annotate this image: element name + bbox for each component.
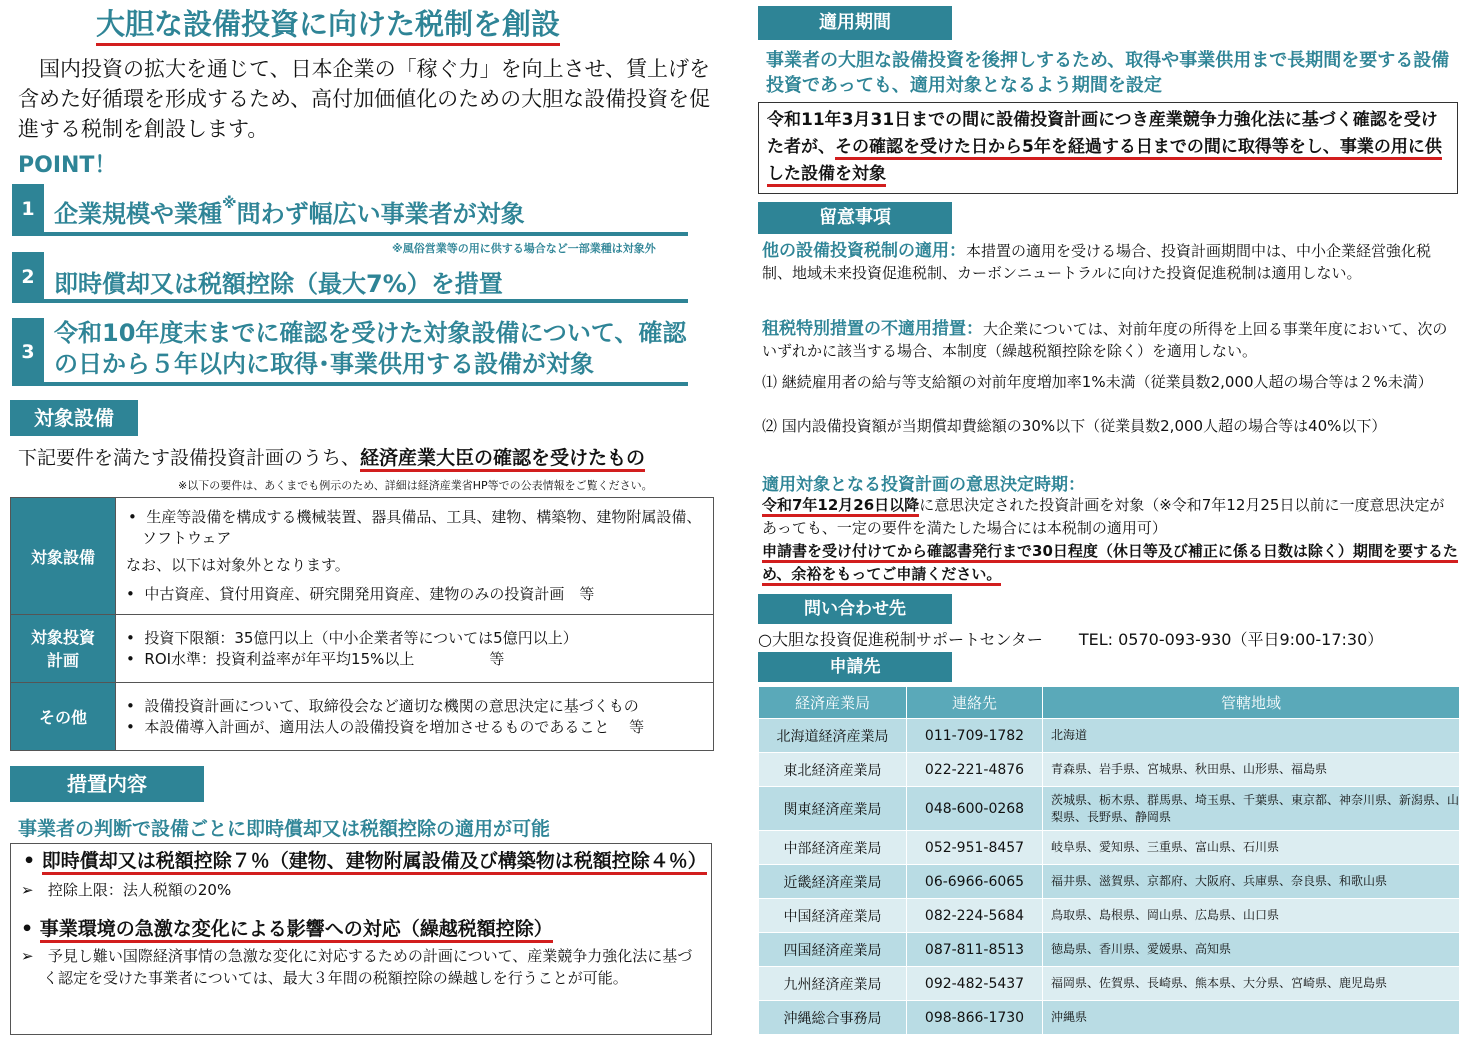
period-box-a: 令和11年3月31日までの間に設備投資計画につき産業競争力強化法に基づく確認を受けた者が、 (767, 110, 1438, 157)
notes-p2-item-2-mark: ⑵ (762, 417, 778, 435)
notes-p3-head: 適用対象となる投資計画の意思決定時期： (762, 475, 1085, 495)
page-title: 大胆な設備投資に向けた税制を創設 (96, 6, 560, 46)
bureau-cell: 東北経済産業局 (759, 753, 907, 787)
equipment-row-head-a: 対象投資 (30, 627, 95, 647)
point-text-2: 即時償却又は税額控除（最大7%）を措置 (54, 270, 503, 298)
notes-p3-bold2: 申請書を受け付けてから確認書発行まで30日程度（休日等及び補正に係る日数は除く）期間を要するため、余裕をもってご申請ください。 (762, 542, 1458, 586)
region-cell: 青森県、岩手県、宮城県、秋田県、山形県、福島県 (1043, 753, 1460, 787)
measure-item-2-title: 事業環境の急激な変化による影響への対応（繰越税額控除） (40, 918, 553, 943)
measure-item-1: • 即時償却又は税額控除７％（建物、建物附属設備及び構築物は税額控除４％） (21, 848, 701, 875)
measure-item-1-sub: ➢ 控除上限：法人税額の20% (21, 881, 232, 899)
equipment-row-body (116, 683, 714, 751)
notes-p2-item-1-text: 継続雇用者の給与等支給額の対前年度増加率1%未満（従業員数2,000人超の場合等は２%未満） (781, 373, 1433, 391)
table-row (759, 865, 1460, 899)
point-number-1: 1 (12, 184, 44, 234)
phone-cell: 092-482-5437 (907, 967, 1043, 1001)
bureau-cell: 沖縄総合事務局 (759, 1001, 907, 1035)
contact-tel: TEL: 0570-093-930（平日9:00-17:30） (1078, 630, 1384, 649)
point-label: POINT！ (18, 153, 117, 178)
table-row (11, 615, 714, 683)
point-text-3: 令和10年度末までに確認を受けた対象設備について、確認の日から５年以内に取得･事業供用する設備が対象 (54, 319, 687, 378)
period-lead: 事業者の大胆な設備投資を後押しするため、取得や事業供用まで長期間を要する設備投資であっても、適用対象となるよう期間を設定 (766, 50, 1450, 96)
bureau-cell: 中部経済産業局 (759, 831, 907, 865)
column-header-region: 管轄地域 (1043, 687, 1460, 719)
contact-name: ○大胆な投資促進税制サポートセンター (758, 630, 1043, 649)
column-header-phone: 連絡先 (907, 687, 1043, 719)
equipment-item: 生産等設備を構成する機械装置、器具備品、工具、建物、構築物、建物附属設備、ソフトウェア (142, 508, 702, 547)
phone-cell: 098-866-1730 (907, 1001, 1043, 1035)
column-header-bureau: 経済産業局 (759, 687, 907, 719)
contact-line (758, 627, 1468, 650)
table-row (759, 899, 1460, 933)
notes-p1 (762, 240, 1458, 284)
equipment-row-head: 対象設備 (11, 498, 116, 615)
point-underline-3 (12, 382, 688, 386)
apply-heading: 申請先 (758, 652, 952, 682)
table-row (759, 1001, 1460, 1035)
phone-cell: 048-600-0268 (907, 787, 1043, 831)
equipment-item: 設備投資計画について、取締役会など適切な機関の意思決定に基づくもの (144, 696, 639, 715)
measure-item-2-sub: ➢ 予見し難い国際経済事情の急激な変化に対応するための計画について、産業競争力強化法に基づく認定を受けた事業者については、最大３年間の税額控除の繰越しを行うことが可能。 (21, 947, 693, 987)
apply-table (758, 686, 1460, 1035)
equipment-row-head (11, 615, 116, 683)
region-cell: 北海道 (1043, 719, 1460, 753)
measure-item-1-title: 即時償却又は税額控除７％（建物、建物附属設備及び構築物は税額控除４％） (42, 850, 707, 875)
point-1-mark: ※ (222, 194, 237, 212)
measures-subheading: 事業者の判断で設備ごとに即時償却又は税額控除の適用が可能 (18, 818, 551, 840)
notes-p3-bold: 令和7年12月26日以降 (762, 496, 919, 517)
equipment-table (10, 497, 714, 751)
phone-cell: 06-6966-6065 (907, 865, 1043, 899)
equipment-row-head-b: 計画 (46, 650, 79, 670)
equipment-lead-a: 下記要件を満たす設備投資計画のうち、 (18, 447, 361, 469)
phone-cell: 082-224-5684 (907, 899, 1043, 933)
point-footnote: ※風俗営業等の用に供する場合など一部業種は対象外 (392, 242, 656, 255)
bureau-cell: 九州経済産業局 (759, 967, 907, 1001)
bureau-cell: 中国経済産業局 (759, 899, 907, 933)
intro-text: 国内投資の拡大を通じて、日本企業の「稼ぐ力」を向上させ、賃上げを含めた好循環を形成するため、高付加価値化のための大胆な設備投資を促進する税制を創設します。 (18, 57, 711, 141)
measures-box (10, 843, 712, 1035)
measure-item-1-sub-text: 控除上限：法人税額の20% (47, 881, 232, 899)
notes-p3 (762, 494, 1458, 586)
measure-item-2-sub-text: 予見し難い国際経済事情の急激な変化に対応するための計画について、産業競争力強化法に基づく認定を受けた事業者については、最大３年間の税額控除の繰越しを行うことが可能。 (43, 947, 693, 987)
point-number-2: 2 (12, 252, 44, 302)
equipment-note: ※以下の要件は、あくまでも例示のため、詳細は経済産業省HP等での公表情報をご覧ください。 (178, 479, 653, 492)
equipment-exclusion-note: なお、以下は対象外となります。 (126, 556, 350, 574)
equipment-lead-b: 経済産業大臣の確認を受けたもの (360, 447, 645, 472)
bureau-cell: 関東経済産業局 (759, 787, 907, 831)
contact-heading: 問い合わせ先 (758, 594, 952, 624)
region-cell: 鳥取県、島根県、岡山県、広島県、山口県 (1043, 899, 1460, 933)
equipment-heading: 対象設備 (10, 400, 138, 436)
region-cell: 福岡県、佐賀県、長崎県、熊本県、大分県、宮崎県、鹿児島県 (1043, 967, 1460, 1001)
list-item: • ROI水準：投資利益率が年平均15%以上 等 (126, 649, 505, 668)
table-row (759, 787, 1460, 831)
table-header-row (759, 687, 1460, 719)
equipment-item: ROI水準：投資利益率が年平均15%以上 等 (144, 649, 505, 668)
region-cell: 岐阜県、愛知県、三重県、富山県、石川県 (1043, 831, 1460, 865)
notes-p2-item-1-mark: ⑴ (762, 373, 778, 391)
region-cell: 徳島県、香川県、愛媛県、高知県 (1043, 933, 1460, 967)
equipment-lead (18, 443, 645, 470)
phone-cell: 087-811-8513 (907, 933, 1043, 967)
notes-p2-item-1 (762, 372, 1462, 393)
phone-cell: 022-221-4876 (907, 753, 1043, 787)
period-box-b: その確認を受けた日から5年を経過する日までの間に取得等をし、事業の用に供した設備を対象 (767, 137, 1442, 187)
point-text-1 (54, 194, 525, 229)
notes-p2-head: 租税特別措置の不適用措置： (762, 319, 983, 339)
list-item: • 本設備導入計画が、適用法人の設備投資を増加させるものであること 等 (126, 717, 645, 736)
phone-cell: 052-951-8457 (907, 831, 1043, 865)
measure-item-2: • 事業環境の急激な変化による影響への対応（繰越税額控除） (21, 914, 701, 941)
list-item: • 設備投資計画について、取締役会など適切な機関の意思決定に基づくもの (126, 696, 639, 715)
point-1-a: 企業規模や業種 (54, 200, 222, 228)
table-row (759, 831, 1460, 865)
table-row (759, 753, 1460, 787)
table-row (759, 719, 1460, 753)
measures-heading: 措置内容 (10, 766, 204, 802)
equipment-item: 投資下限額：35億円以上（中小企業者等については5億円以上） (144, 628, 578, 647)
point-underline-2 (12, 299, 688, 303)
bureau-cell: 北海道経済産業局 (759, 719, 907, 753)
equipment-row-head: その他 (11, 683, 116, 751)
table-row (11, 683, 714, 751)
table-row (11, 498, 714, 615)
equipment-item: 本設備導入計画が、適用法人の設備投資を増加させるものであること 等 (144, 717, 645, 736)
region-cell: 沖縄県 (1043, 1001, 1460, 1035)
phone-cell: 011-709-1782 (907, 719, 1043, 753)
table-row (759, 933, 1460, 967)
region-cell: 茨城県、栃木県、群馬県、埼玉県、千葉県、東京都、神奈川県、新潟県、山梨県、長野県、静岡県 (1043, 787, 1460, 831)
table-row (759, 967, 1460, 1001)
period-box (758, 102, 1458, 194)
period-heading: 適用期間 (758, 6, 952, 40)
list-item: • 投資下限額：35億円以上（中小企業者等については5億円以上） (126, 628, 578, 647)
notes-p1-body: 本措置の適用を受ける場合、投資計画期間中は、中小企業経営強化税制、地域未来投資促進税制、カーボンニュートラルに向けた投資促進税制は適用しない。 (762, 242, 1432, 282)
notes-p2 (762, 318, 1458, 362)
equipment-item: 中古資産、貸付用資産、研究開発用資産、建物のみの投資計画 等 (144, 585, 595, 603)
notes-p2-body: 大企業については、対前年度の所得を上回る事業年度において、次のいずれかに該当する場合、本制度（繰越税額控除を除く）を適用しない。 (762, 320, 1448, 360)
bureau-cell: 近畿経済産業局 (759, 865, 907, 899)
equipment-row-body (116, 615, 714, 683)
notes-heading: 留意事項 (758, 202, 952, 234)
list-item: • 中古資産、貸付用資産、研究開発用資産、建物のみの投資計画 等 (126, 585, 595, 603)
list-item: • 生産等設備を構成する機械装置、器具備品、工具、建物、構築物、建物附属設備、ソフトウェア (128, 508, 702, 547)
notes-p2-item-2-text: 国内設備投資額が当期償却費総額の30%以下（従業員数2,000人超の場合等は40%以下） (781, 417, 1387, 435)
point-1-b: 問わず幅広い事業者が対象 (236, 200, 525, 228)
notes-p1-head: 他の設備投資税制の適用： (762, 241, 966, 261)
region-cell: 福井県、滋賀県、京都府、大阪府、兵庫県、奈良県、和歌山県 (1043, 865, 1460, 899)
point-number-3: 3 (12, 318, 44, 386)
bureau-cell: 四国経済産業局 (759, 933, 907, 967)
notes-p2-item-2 (762, 416, 1462, 437)
equipment-row-body (116, 498, 714, 615)
point-underline-1 (12, 232, 688, 236)
notes-p3-body: に意思決定された投資計画を対象（※令和7年12月25日以前に一度意思決定があっても、一定の要件を満たした場合には本税制の適用可） (762, 496, 1445, 537)
